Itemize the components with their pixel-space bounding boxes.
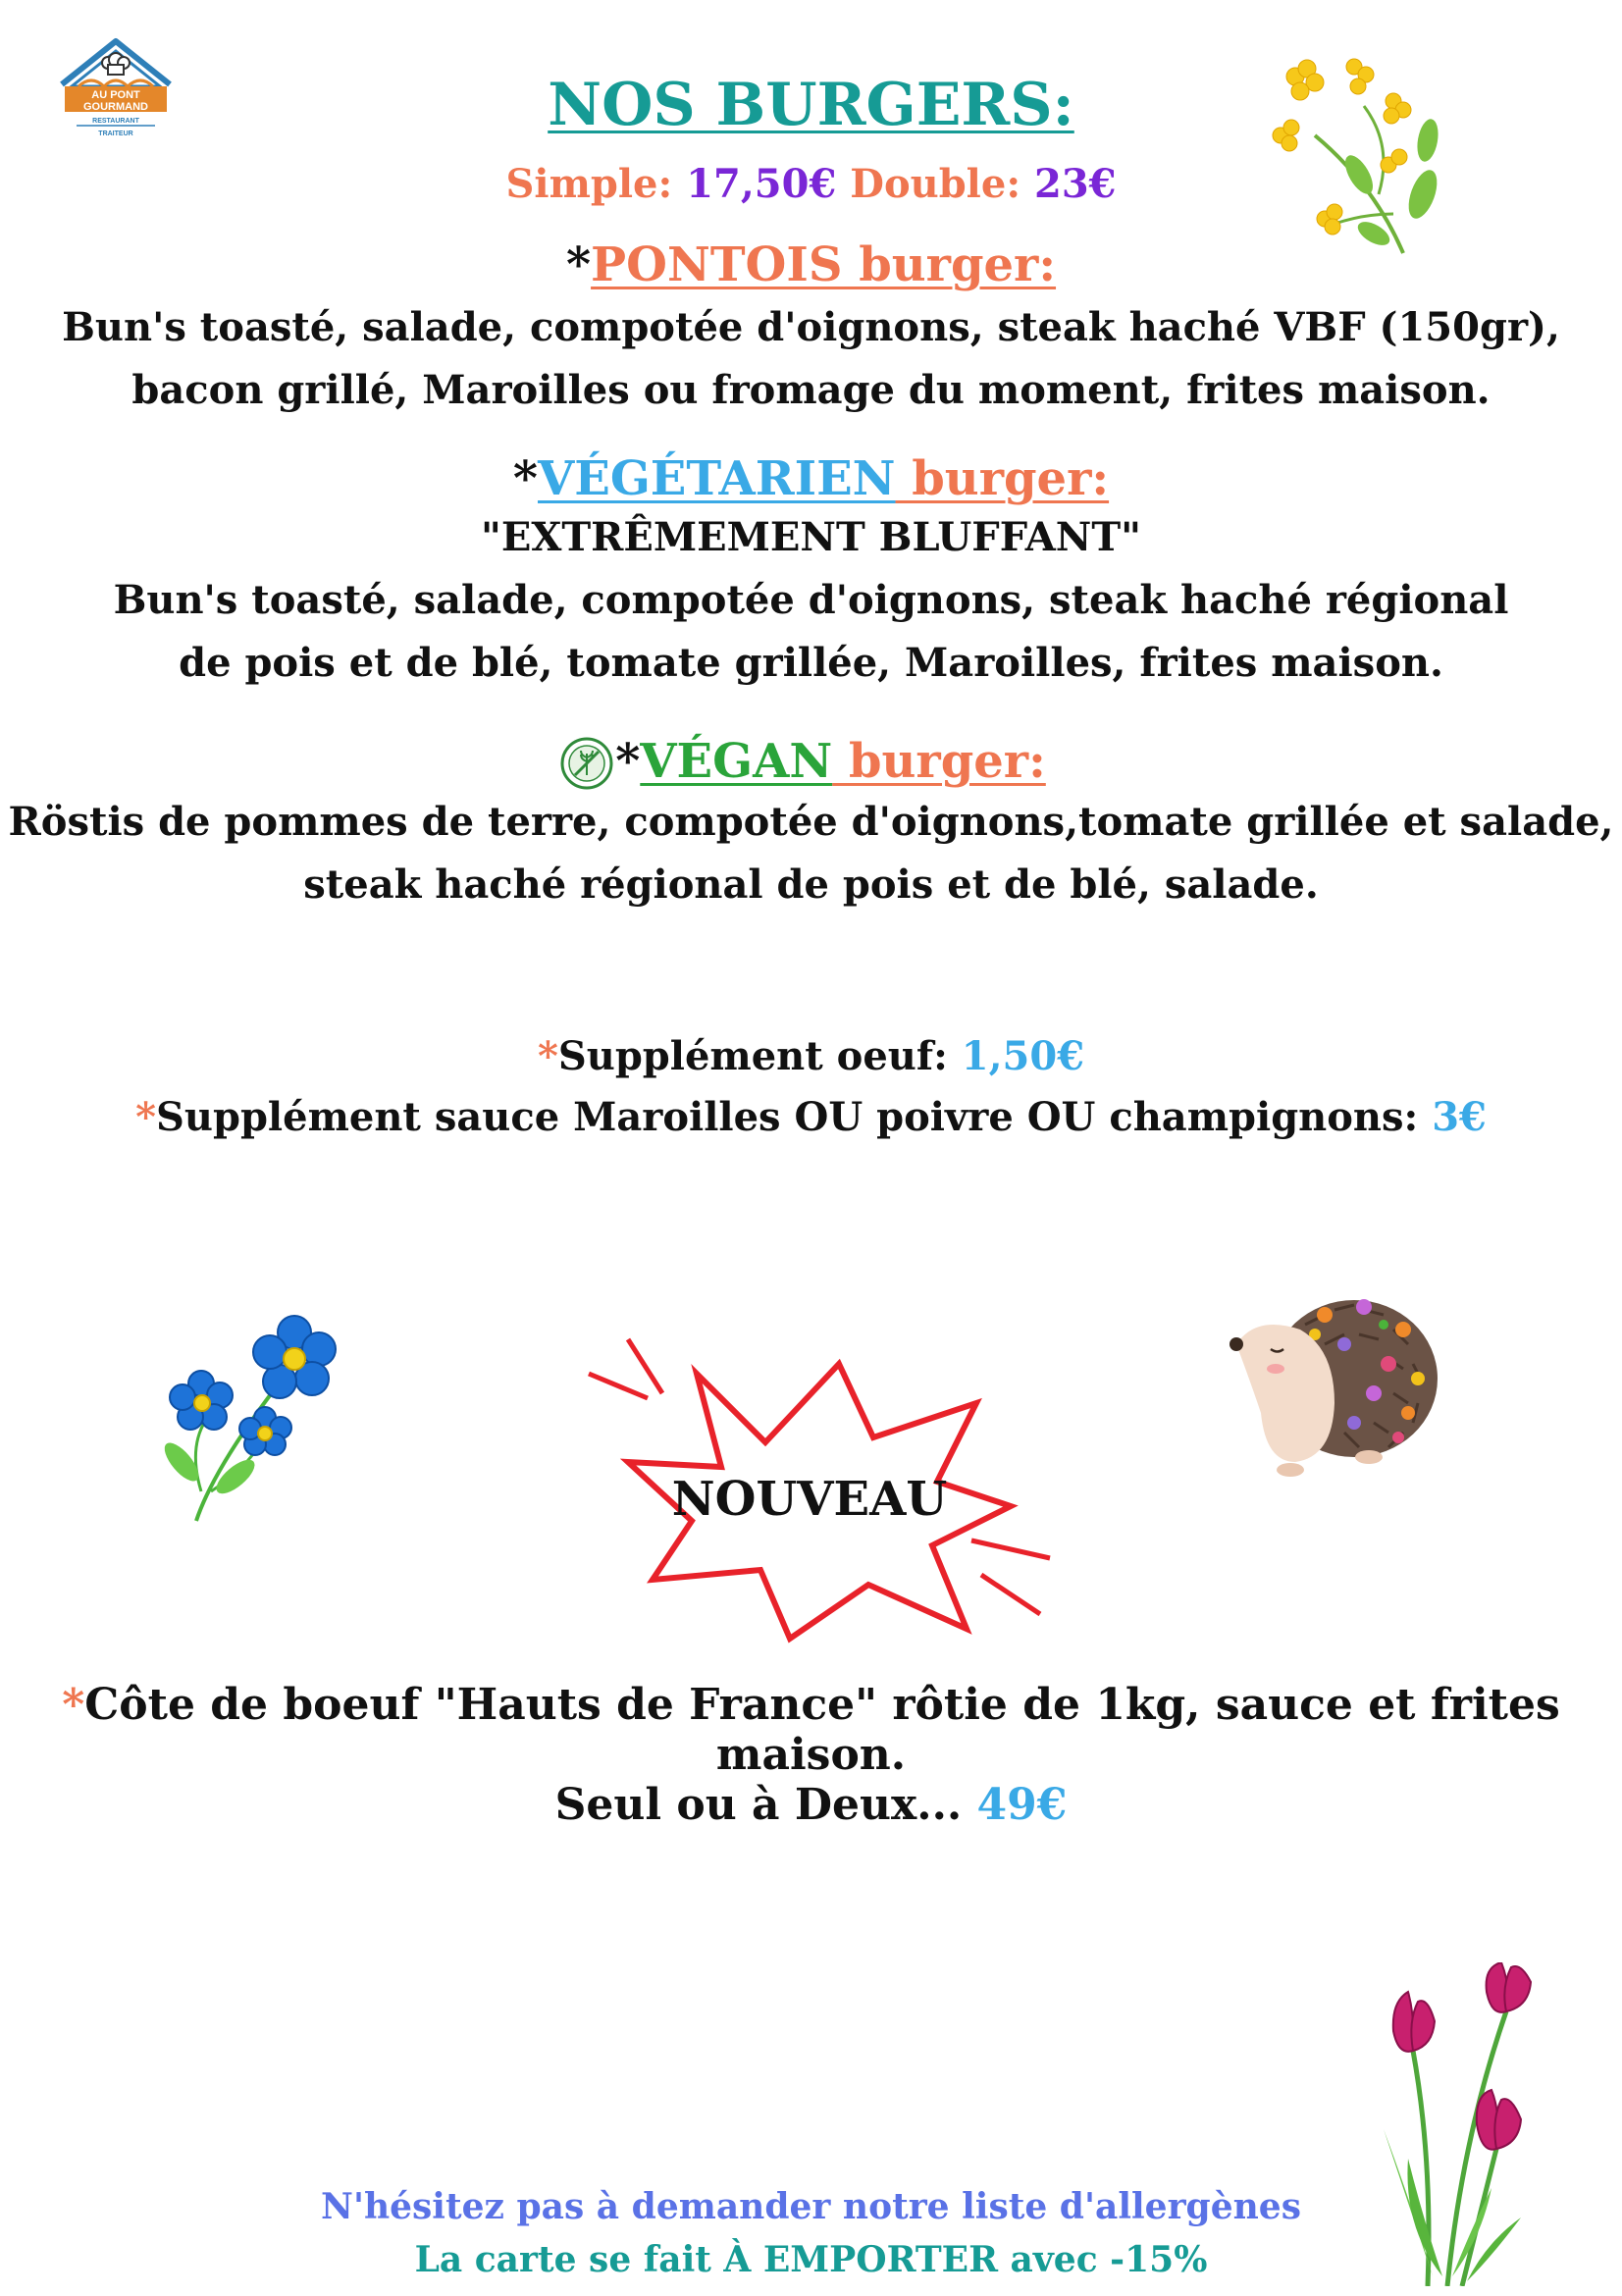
hedgehog-illustration (1217, 1285, 1442, 1482)
star: * (512, 451, 538, 506)
logo-text-1: AU PONT (91, 89, 140, 101)
burger-heading-pontois (0, 237, 1622, 292)
hedgehog-icon (1217, 1285, 1442, 1482)
simple-label: Simple: (505, 161, 673, 207)
star: * (62, 1680, 85, 1730)
burger-desc-pontois (0, 296, 1622, 422)
tulip-icon (1374, 1962, 1570, 2286)
special-line2: Seul ou à Deux... (554, 1780, 977, 1830)
burger-name-part2: burger: (832, 734, 1046, 789)
burger-name: PONTOIS burger: (591, 237, 1057, 292)
burger-name-part1: VÉGAN (640, 734, 833, 789)
desc-line: Bun's toasté, salade, compotée d'oignons, steak haché régional (113, 577, 1509, 623)
logo-text-4: TRAITEUR (98, 130, 133, 137)
footer-takeaway: La carte se fait À EMPORTER avec -15% (414, 2239, 1208, 2280)
burger-heading-vegetarien (0, 451, 1622, 506)
supplement-egg: *Supplément oeuf: 1,50€ (537, 1033, 1085, 1079)
special-price: 49€ (976, 1780, 1068, 1830)
nouveau-burst (579, 1334, 1060, 1658)
desc-line: bacon grillé, Maroilles ou fromage du moment, frites maison. (131, 367, 1491, 413)
price-line (0, 161, 1622, 207)
nouveau-label: NOUVEAU (671, 1472, 948, 1527)
burger-name-part1: VÉGÉTARIEN (537, 451, 896, 506)
special-text: Côte de boeuf "Hauts de France" rôtie de 1kg, sauce et frites maison. (84, 1680, 1560, 1780)
star: * (615, 734, 641, 789)
burger-desc-vegetarien (0, 569, 1622, 695)
footer-allergens: N'hésitez pas à demander notre liste d'allergènes (321, 2186, 1301, 2227)
desc-line: Bun's toasté, salade, compotée d'oignons, steak haché VBF (150gr), (62, 304, 1560, 350)
tulip-illustration (1374, 1962, 1570, 2286)
supplements (0, 1026, 1622, 1148)
blue-flower-illustration (157, 1305, 353, 1531)
double-price: 23€ (1034, 161, 1117, 207)
logo-text-3: RESTAURANT (92, 118, 139, 125)
desc-line: Röstis de pommes de terre, compotée d'oignons,tomate grillée et salade, (8, 799, 1614, 845)
special-price-line (0, 1780, 1622, 1830)
burger-name-part2: burger: (895, 451, 1110, 506)
desc-line: steak haché régional de pois et de blé, salade. (303, 861, 1319, 908)
page-title: NOS BURGERS: (548, 71, 1074, 139)
supplement-sauce: *Supplément sauce Maroilles OU poivre OU champignons: 3€ (135, 1094, 1487, 1140)
simple-price: 17,50€ (686, 161, 837, 207)
burger-desc-vegan (0, 791, 1622, 916)
blue-flower-icon (157, 1305, 353, 1531)
burger-tagline: "EXTRÊMEMENT BLUFFANT" (481, 514, 1141, 560)
star: * (565, 237, 592, 292)
desc-line: de pois et de blé, tomate grillée, Maroilles, frites maison. (179, 640, 1443, 686)
logo-text-2: GOURMAND (83, 101, 148, 113)
special-offer (0, 1680, 1622, 1780)
burger-heading-vegan (0, 734, 1622, 789)
double-label: Double: (850, 161, 1021, 207)
